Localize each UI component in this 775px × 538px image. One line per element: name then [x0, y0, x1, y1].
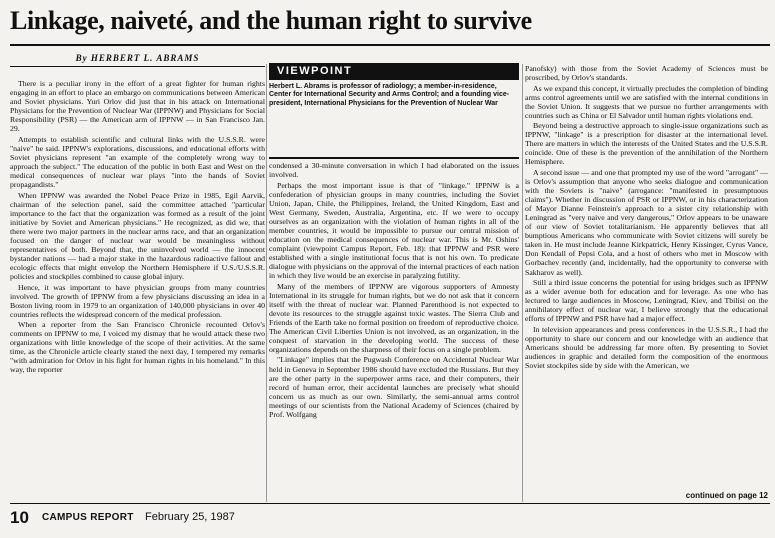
paragraph: condensed a 30-minute conversation in which I had elaborated on the issues involved. — [269, 161, 519, 180]
paragraph: "Linkage" implies that the Pugwash Conference on Accidental Nuclear War held in Geneva in September 1986 should have excluded the Russians. But they are the other party in the superpower arms race, and their computers, their record of human error, their accidental launches are precisely what should concern us as much as our own. Similarly, the semi-annual arms control meetings of our scientists from the National Academy of Sciences (chaired by Prof. Wolfgang — [269, 355, 519, 419]
paragraph: Hence, it was important to have physician groups from many countries involved. The growth of IPPNW from a few physicians discussing an idea in a Boston living room in 1979 to an organization of 140,000 physicians in over 40 countries reflects the widespread concern of the medical profession. — [10, 282, 265, 319]
page-number: 10 — [10, 508, 29, 527]
byline-rule — [10, 66, 265, 67]
paragraph: Many of the members of IPPNW are vigorous supporters of Amnesty International in its struggle for human rights, but we do not ask that it concern itself with the threat of nuclear war. Planned Parenthood is not expected to devote its resources to the struggle against toxic wastes. The Sierra Club and Friends of the Earth take no formal position on freedom of reproductive choice. The American Civil Liberties Union is not involved, as an organization, in the conquest of starvation in the developing world. The success of these organizations depends on the sharpness of their focus on a single problem. — [269, 281, 519, 354]
paragraph: Beyond being a destructive approach to single-issue organizations such as IPPNW, "linkage" is a prescription for disaster at the international level. There are matters in which the interests of the United States and the U.S.S.R. coincide. One of these is the prevention of the annihilation of the Northern Hemisphere. — [525, 121, 768, 167]
paragraph: There is a peculiar irony in the effort of a great fighter for human rights engaging in an effort to place an embargo on communications between American and Soviet physicians. Yuri Orlov did just that in his attack on International Physicians for the Prevention of Nuclear War (IPPNW) and Physicians for Social Responsibility (PSR) — the American arm of IPPNW — in San Francisco Jan. 29. — [10, 79, 265, 134]
paragraph: Panofsky) with those from the Soviet Academy of Sciences must be proscribed, by Orlov's standards. — [525, 64, 768, 83]
page-footer — [10, 505, 770, 529]
footer-rule — [10, 503, 770, 504]
bio-rule — [269, 157, 519, 159]
publication-name: CAMPUS REPORT — [42, 512, 134, 523]
article-column-3 — [525, 64, 768, 484]
continued-note: continued on page 12 — [685, 491, 768, 500]
column-divider — [266, 64, 267, 502]
viewpoint-label: VIEWPOINT — [269, 63, 519, 80]
article-column-1 — [10, 79, 265, 482]
article-column-2 — [269, 161, 519, 501]
issue-date: February 25, 1987 — [145, 511, 235, 523]
paragraph: A second issue — and one that prompted my use of the word "arrogant" — is Orlov's assumption that anyone who seeks dialogue and communication with the Soviets is "naive" (arrogance: "manifested in presumptuous claims"). Whether in discussion of PSR or IPPNW, or in his characterization of Mayor Dianne Feinstein's approach to a sister city relationship with Leningrad as "very naive and very dangerous," Orlov appears to be unaware of our view of Soviet totalitarianism. He apparently believes that all bumptious Americans who communicate with Soviet citizens will surely be taken in. He must include Jeanne Kirkpatrick, Henry Kissinger, Cyrus Vance, Don Kendall of Pepsi Cola, and a host of others who met in Moscow with Gorbachev recently (and, incidentally, had the opportunity to converse with Sakharov as well). — [525, 168, 768, 277]
byline: By HERBERT L. ABRAMS — [75, 53, 200, 63]
paragraph: When IPPNW was awarded the Nobel Peace Prize in 1985, Egil Aarvik, chairman of the selection panel, said the committee attached "particular importance to the fact that the organization was formed as a result of the joint initiative by Soviet and American physicians." He recognized, as did we, that there were two major partners in the nuclear arms race, and that an organization focused on the danger of nuclear war would be meaningless without representatives of both. Beyond that, the uninvolved world — the innocent bystander nations — had a major stake in the hazardous radioactive fallout and ecologic effects that might envelop the Northern Hemisphere if U.S./U.S.S.R. policies and stockpiles combined to cause global injury. — [10, 190, 265, 281]
paragraph: When a reporter from the San Francisco Chronicle recounted Orlov's comments on IPPNW to me, I voiced my dismay that he would attack these two organizations with little knowledge of the scope of their activities. At the same time, as the Chronicle article clearly stated the next day, I tempered my remarks "with admiration for Orlov in his fight for human rights in his homeland." In this way, the reporter — [10, 320, 265, 375]
headline-rule — [10, 44, 770, 46]
author-bio: Herbert L. Abrams is professor of radiology; a member-in-residence, Center for International Security and Arms Control; and a founding vice-president, International Physicians for the Prevention of Nuclear War — [269, 83, 510, 107]
paragraph: Perhaps the most important issue is that of "linkage." IPPNW is a confederation of physician groups in many countries, including the Soviet Union, Japan, Chile, the Philippines, Ireland, the United Kingdom, East and West Germany, Sweden, Australia, Argentina, etc. If we were to occupy ourselves as an organization with the violation of human rights in all of the member countries, it would be impossible to pursue our central mission of education on the medical consequences of nuclear war. This is Mr. Oshins' complaint (viewpoint Campus Report, Feb. 18): that IPPNW and PSR were established with a single institutional focus that is not his own. To predicate dialogue with physicians on the approval of the internal practices of each nation in which they live would be an exercise in paralyzing futility. — [269, 180, 519, 281]
paragraph: As we expand this concept, it virtually precludes the completion of binding arms control agreements until we are satisfied with the internal conditions in the Soviet Union. It suggests that we pursue no further arrangements with countries such as China or El Salvador until human rights violations end. — [525, 83, 768, 120]
headline: Linkage, naiveté, and the human right to survive — [10, 6, 532, 35]
paragraph: Attempts to establish scientific and cultural links with the U.S.S.R. were "naive" he said. IPPNW's explorations, discussions, and educational efforts with Soviet physicians represent "an example of the completely wrong way to approach the subject." The education of the public in both East and West on the medical consequences of nuclear war plays "into the hands of Soviet propagandists." — [10, 134, 265, 190]
paragraph: In television appearances and press conferences in the U.S.S.R., I had the opportunity to share our concern and our knowledge with an audience that Americans should be addressing far more often. By presenting to Soviet audiences in graphic and detailed form the composition of the enormous Soviet stockpiles side by side with the American, we — [525, 324, 768, 370]
paragraph: Still a third issue concerns the potential for using bridges such as IPPNW as a wider avenue both for education and for leverage. As one who has lectured to large audiences in Moscow, Leningrad, Kiev, and Tbilisi on the annihilatory effect of nuclear war, I believe strongly that the educational efforts of IPPNW and PSR have had a major effect. — [525, 278, 768, 324]
column-divider — [522, 64, 523, 502]
